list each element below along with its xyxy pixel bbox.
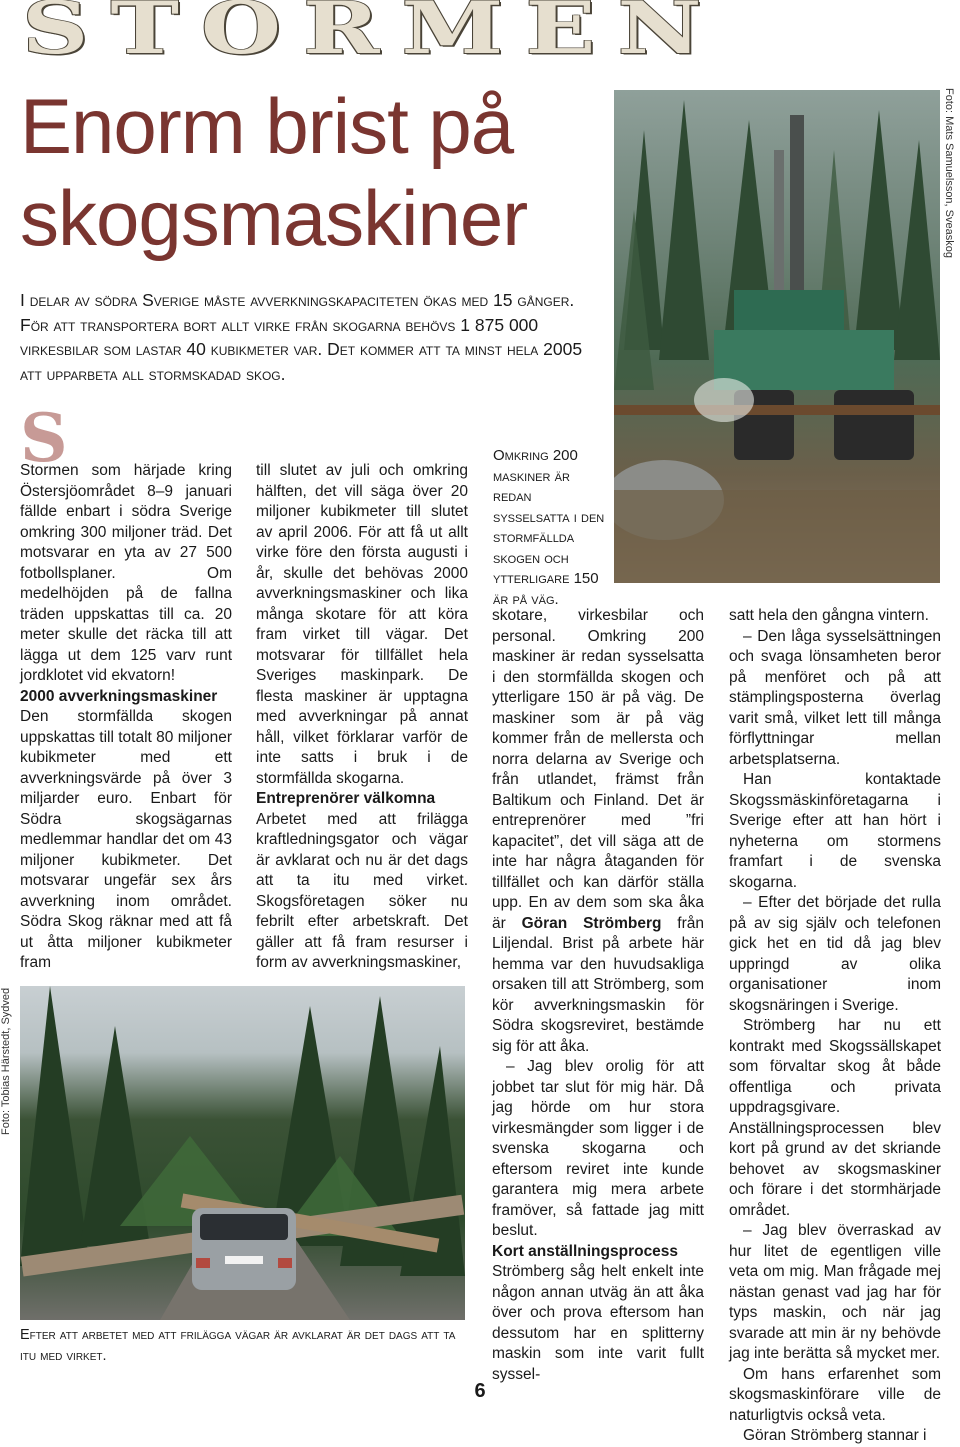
- harvester-photo-illustration: [614, 90, 940, 583]
- column-2: [256, 461, 468, 974]
- col4-paragraph-3: Han kontaktade Skogssmäskinföretagarna i Sverige efter att han hört i nyheterna om stormens framfart i de svenska skogarna.: [729, 771, 941, 891]
- column-4: [729, 606, 941, 1447]
- col3-paragraph-3: Strömberg såg helt enkelt inte någon annan utväg än att åka över och prova eftersom han dessutom har en splitterny maskin som inte varit fullt syssel-: [492, 1263, 704, 1383]
- fallen-trees-road-illustration: [20, 986, 465, 1320]
- fallen-trees-road-photo: [20, 986, 465, 1320]
- col1-paragraph-2: Den stormfällda skogen uppskattas till totalt 80 miljoner kubikmeter med ett avverkningsvärde på över 3 miljarder euro. Enbart för Södra skogsägarnas medlemmar handlar det om 43 miljoner kubikmeter. Det motsvarar ungefär sex års avverkning inom området. Södra Skog räknar med att få ut åtta miljoner kubikmeter fram: [20, 708, 232, 971]
- lead-paragraph: I delar av södra Sverige måste avverkningskapaciteten ökas med 15 gånger. För att transportera bort allt virke från skogarna behövs 1 875 000 virkesbilar som lastar 40 kubikmeter var. Det kommer att ta minst hela 2005 att upparbeta all stormskadad skog.: [20, 290, 583, 384]
- headline-line-1: Enorm brist på: [20, 82, 514, 170]
- masthead: STORMEN: [22, 0, 724, 57]
- drop-cap: S: [20, 399, 68, 477]
- person-name: Göran Strömberg: [521, 914, 662, 932]
- headline: [20, 80, 610, 264]
- col3-paragraph-2: – Jag blev orolig för att jobbet tar slut för mig här. Då jag hörde om hur stora virkesmängder som ligger i de svenska skogarna och eftersom reviret inte kunde garantera mig mera arbete framöver, så fattade jag mitt beslut.: [492, 1058, 704, 1239]
- column-1: [20, 461, 232, 974]
- subhead-entrepreneurs: Entreprenörer välkomna: [256, 790, 436, 807]
- subhead-short-hiring: Kort anställningsprocess: [492, 1242, 679, 1260]
- col4-paragraph-4: – Efter det började det rulla på av sig själv och telefonen gick het en tid då jag blev uppringd av olika organisationer inom skogsnäringen i Sverige.: [729, 894, 941, 1014]
- col2-paragraph-1: till slutet av juli och omkring hälften, det vill säga över 20 miljoner kubikmeter till slutet av april 2006. För att få ut allt virke före den första augusti i år, skulle det behövas 2000 avverkningsmaskiner och lika många skotare för att köra fram virket till vägar. Det motsvarar för tillfället hela Sveriges maskinpark. De flesta maskiner är upptagna med avverkningar på annat håll, vilket förklarar varför de inte satts i bruk i de stormfällda skogarna.: [256, 462, 468, 787]
- subhead-2000-machines: 2000 avverkningsmaskiner: [20, 687, 218, 705]
- headline-line-2: skogsmaskiner: [20, 174, 528, 262]
- harvester-photo: [614, 90, 940, 583]
- col4-paragraph-8: Göran Strömberg stannar i: [743, 1427, 927, 1444]
- col4-paragraph-7: Om hans erfarenhet som skogsmaskinförare ville de naturligtvis också veta.: [729, 1365, 941, 1424]
- col3-paragraph-1-continued: från Liljendal. Brist på arbete här hemma var den huvudsakliga orsaken till att Strömberg, som kör avverkningsmaskin för Södra skogsreviret, bestämde sig för att åka.: [492, 914, 705, 1055]
- col3-paragraph-1-text: skotare, virkesbilar och personal. Omkring 200 maskiner är redan sysselsatta i den stormfällda skogen och ytterligare 150 är på väg. De maskiner som är på väg kommer från de mellersta och norra delarna av Sverige och från utlandet, främst från Baltikum och Finland. Det är entreprenörer med ”fri kapacitet”, det vill säga att de inte har några åtaganden för tillfället och kan därför ställa upp. En av dem som ska åka är: [492, 607, 704, 932]
- col4-paragraph-6: – Jag blev överraskad av hur litet de egentligen ville veta om mig. Man frågade mej nästan genast vad jag har för typs maskin, och när jag svarade att min är ny behövde jag inte berätta så mycket mer.: [729, 1222, 941, 1362]
- photo-credit-bottom: Foto: Tobias Härstedt, Sydved: [0, 987, 12, 1135]
- col3-paragraph-1: [492, 606, 704, 1057]
- col1-paragraph-1: Stormen som härjade kring Östersjöområdet 8–9 januari fällde enbart i södra Sverige omkring 300 miljoner träd. Det motsvarar en yta av 27 500 fotbollsplaner. Om medelhöjden på de fallna träden uppskattas till ca. 20 meter skulle det räcka till att lägga ut dem 125 varv runt jordklotet vid ekvatorn!: [20, 462, 232, 684]
- col4-paragraph-2: – Den låga sysselsättningen och svaga lönsamheten beror på menföret och på att stämplingsposterna överlag varit små, vilket lett till många förflyttningar mellan arbetsplatserna.: [729, 627, 941, 768]
- page-number: 6: [474, 1380, 486, 1402]
- col2-paragraph-2: Arbetet med att frilägga kraftledningsgator och vägar är avklarat och nu är det dags att ta itu med virket. Skogsföretagen söker nu febrilt efter arbetskraft. Det gäller att få fram resurser i form av avverkningsmaskiner,: [256, 810, 468, 971]
- col4-paragraph-1: satt hela den gångna vintern.: [729, 607, 929, 624]
- pull-quote: Omkring 200 maskiner är redan sysselsatta i den stormfällda skogen och ytterligare 150 är på väg.: [493, 447, 605, 608]
- photo-caption: Efter att arbetet med att frilägga vägar är avklarat är det dags att ta itu med virket.: [20, 1327, 456, 1364]
- photo-credit-top: Foto: Mats Samuelsson, Sveaskog: [943, 88, 955, 258]
- column-3: [492, 606, 704, 1385]
- col4-paragraph-5: Strömberg har nu ett kontrakt med Skogssällskapet som förvaltar skog åt både offentliga och privata uppdragsgivare. Anställningsprocessen blev kort på grund av det skriande behovet av skogsmaskiner och förare i det stormhärjade området.: [729, 1017, 941, 1219]
